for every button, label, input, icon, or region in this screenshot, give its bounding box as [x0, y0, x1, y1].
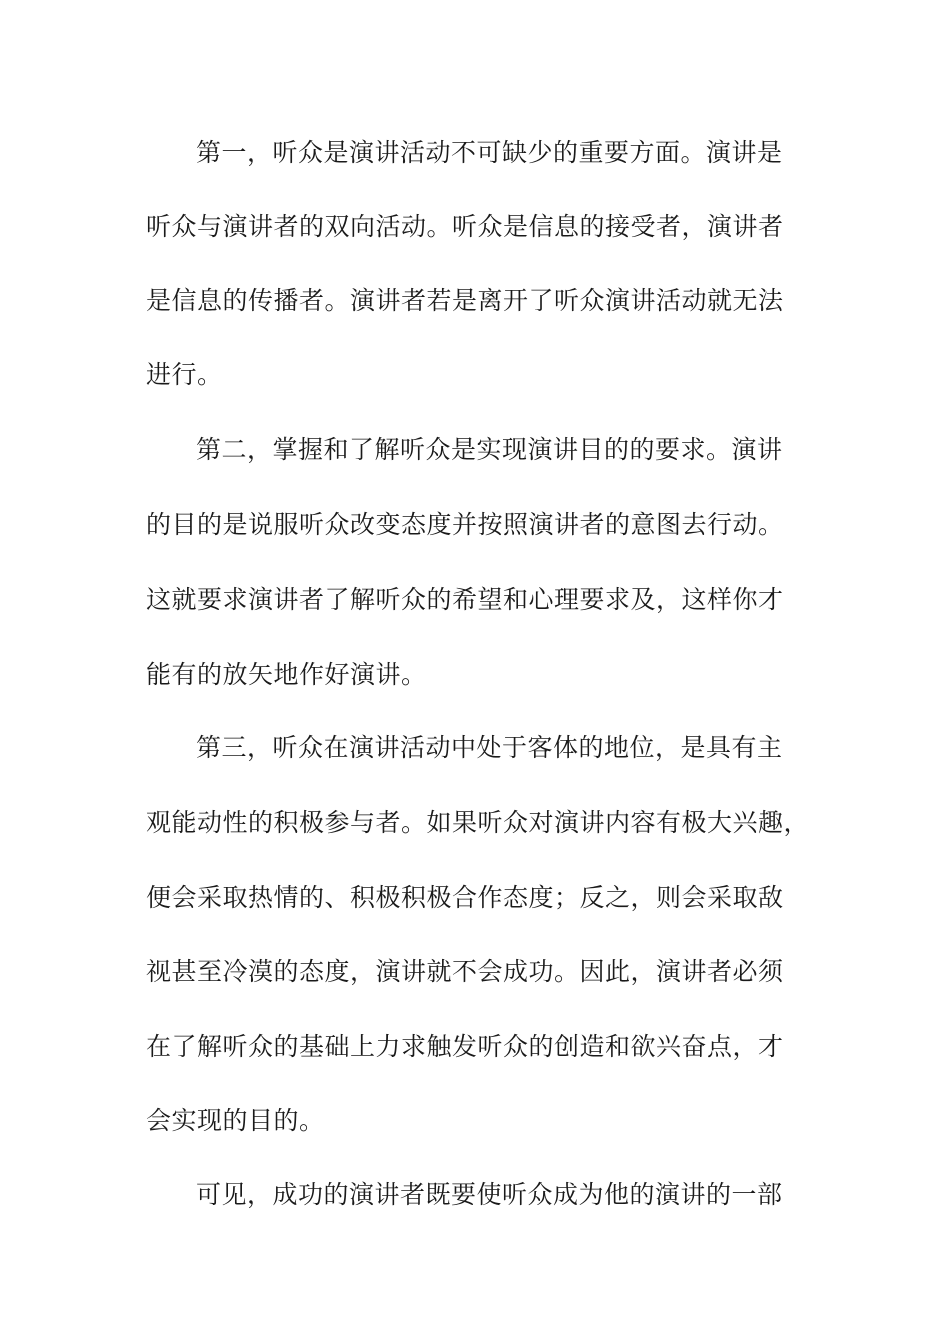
paragraph-3-line-6: 会实现的目的。: [146, 1106, 325, 1135]
paragraph-2-line-1: 第二，掌握和了解听众是实现演讲目的的要求。演讲: [196, 435, 783, 464]
paragraph-3-line-1: 第三，听众在演讲活动中处于客体的地位，是具有主: [196, 733, 783, 762]
paragraph-2-line-2: 的目的是说服听众改变态度并按照演讲者的意图去行动。: [146, 510, 784, 539]
paragraph-1-line-2: 听众与演讲者的双向活动。听众是信息的接受者，演讲者: [146, 212, 784, 241]
paragraph-4-line-1: 可见，成功的演讲者既要使听众成为他的演讲的一部: [196, 1180, 783, 1209]
paragraph-1-line-3: 是信息的传播者。演讲者若是离开了听众演讲活动就无法: [146, 286, 784, 315]
paragraph-1-line-1: 第一，听众是演讲活动不可缺少的重要方面。演讲是: [196, 138, 783, 167]
paragraph-3-line-4: 视甚至冷漠的态度，演讲就不会成功。因此，演讲者必须: [146, 957, 784, 986]
paragraph-1-line-4: 进行。: [146, 360, 223, 389]
paragraph-2-line-3: 这就要求演讲者了解听众的希望和心理要求及，这样你才: [146, 585, 784, 614]
paragraph-2-line-4: 能有的放矢地作好演讲。: [146, 660, 427, 689]
paragraph-3-line-2: 观能动性的积极参与者。如果听众对演讲内容有极大兴趣，: [146, 808, 810, 837]
paragraph-3-line-5: 在了解听众的基础上力求触发听众的创造和欲兴奋点，才: [146, 1032, 784, 1061]
paragraph-3-line-3: 便会采取热情的、积极积极合作态度；反之，则会采取敌: [146, 883, 784, 912]
